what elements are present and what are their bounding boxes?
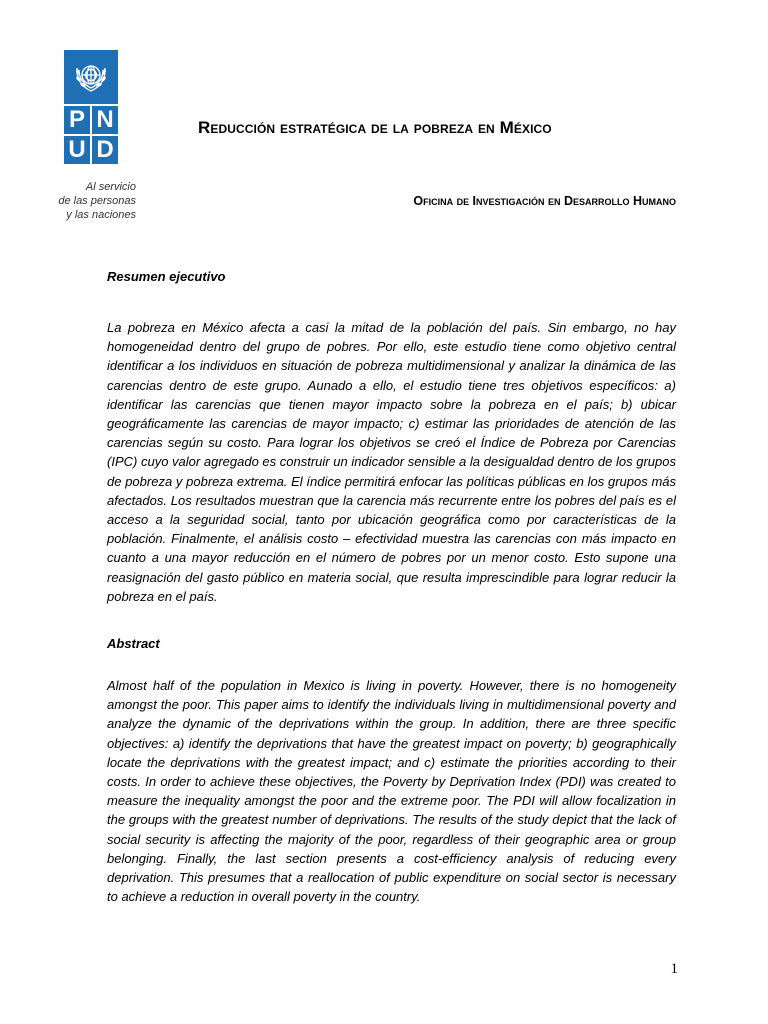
tagline-line-2: de las personas <box>58 195 136 207</box>
un-emblem-icon <box>64 50 118 104</box>
logo-letter-n: N <box>92 106 118 134</box>
tagline-line-3: y las naciones <box>66 209 136 221</box>
abstract-heading: Abstract <box>107 636 160 651</box>
pnud-logo <box>64 50 118 164</box>
logo-letter-d: D <box>92 136 118 164</box>
page-number: 1 <box>670 961 678 977</box>
abstract-paragraph: Almost half of the population in Mexico is living in poverty. However, there is no homogeneity amongst the poor. This paper aims to identify the individuals living in multidimensional poverty and analyze the dynamic of the deprivations within the group. In addition, there are three specific objectives: a) identify the deprivations that have the greatest impact on poverty; b) geographically locate the deprivations with the greatest impact; and c) estimate the priorities according to their costs. In order to achieve these objectives, the Poverty by Deprivation Index (PDI) was created to measure the inequality amongst the poor and the extreme poor. The PDI will allow focalization in the groups with the greatest number of deprivations. The results of the study depict that the lack of social security is affecting the majority of the poor, regardless of their geographic area or group belonging. Finally, the last section presents a cost-efficiency analysis of reducing every deprivation. This presumes that a reallocation of public expenditure on social sector is necessary to achieve a reduction in overall poverty in the country. <box>107 678 676 905</box>
logo-tagline <box>46 180 136 222</box>
logo-letter-p: P <box>64 106 90 134</box>
resumen-paragraph: La pobreza en México afecta a casi la mitad de la población del país. Sin embargo, no hay homogeneidad dentro del grupo de pobres. Por ello, este estudio tiene como objetivo central identificar a los individuos en situación de pobreza multidimensional y analizar la dinámica de las carencias dentro de este grupo. Aunado a ello, el estudio tiene tres objetivos específicos: a) identificar las carencias que tienen mayor impacto sobre la pobreza en el país; b) ubicar geográficamente las carencias de mayor impacto; c) estimar las prioridades de atención de las carencias según su costo. Para lograr los objetivos se creó el Índice de Pobreza por Carencias (IPC) cuyo valor agregado es construir un indicador sensible a la desigualdad dentro de los grupos de pobreza y pobreza extrema. El índice permitirá enfocar las políticas públicas en los grupos más afectados. Los resultados muestran que la carencia más recurrente entre los pobres del país es el acceso a la seguridad social, tanto por ubicación geográfica como por características de la población. Finalmente, el análisis costo – efectividad muestra las carencias con más impacto en cuanto a una mayor reducción en el número de pobres por un menor costo. Esto supone una reasignación del gasto público en materia social, que resulta imprescindible para lograr reducir la pobreza en el país. <box>107 320 676 604</box>
resumen-heading: Resumen ejecutivo <box>107 269 226 284</box>
logo-letter-u: U <box>64 136 90 164</box>
document-title: Reducción estratégica de la pobreza en México <box>198 118 552 137</box>
tagline-line-1: Al servicio <box>85 181 136 193</box>
office-subtitle: Oficina de Investigación en Desarrollo Humano <box>413 194 676 208</box>
